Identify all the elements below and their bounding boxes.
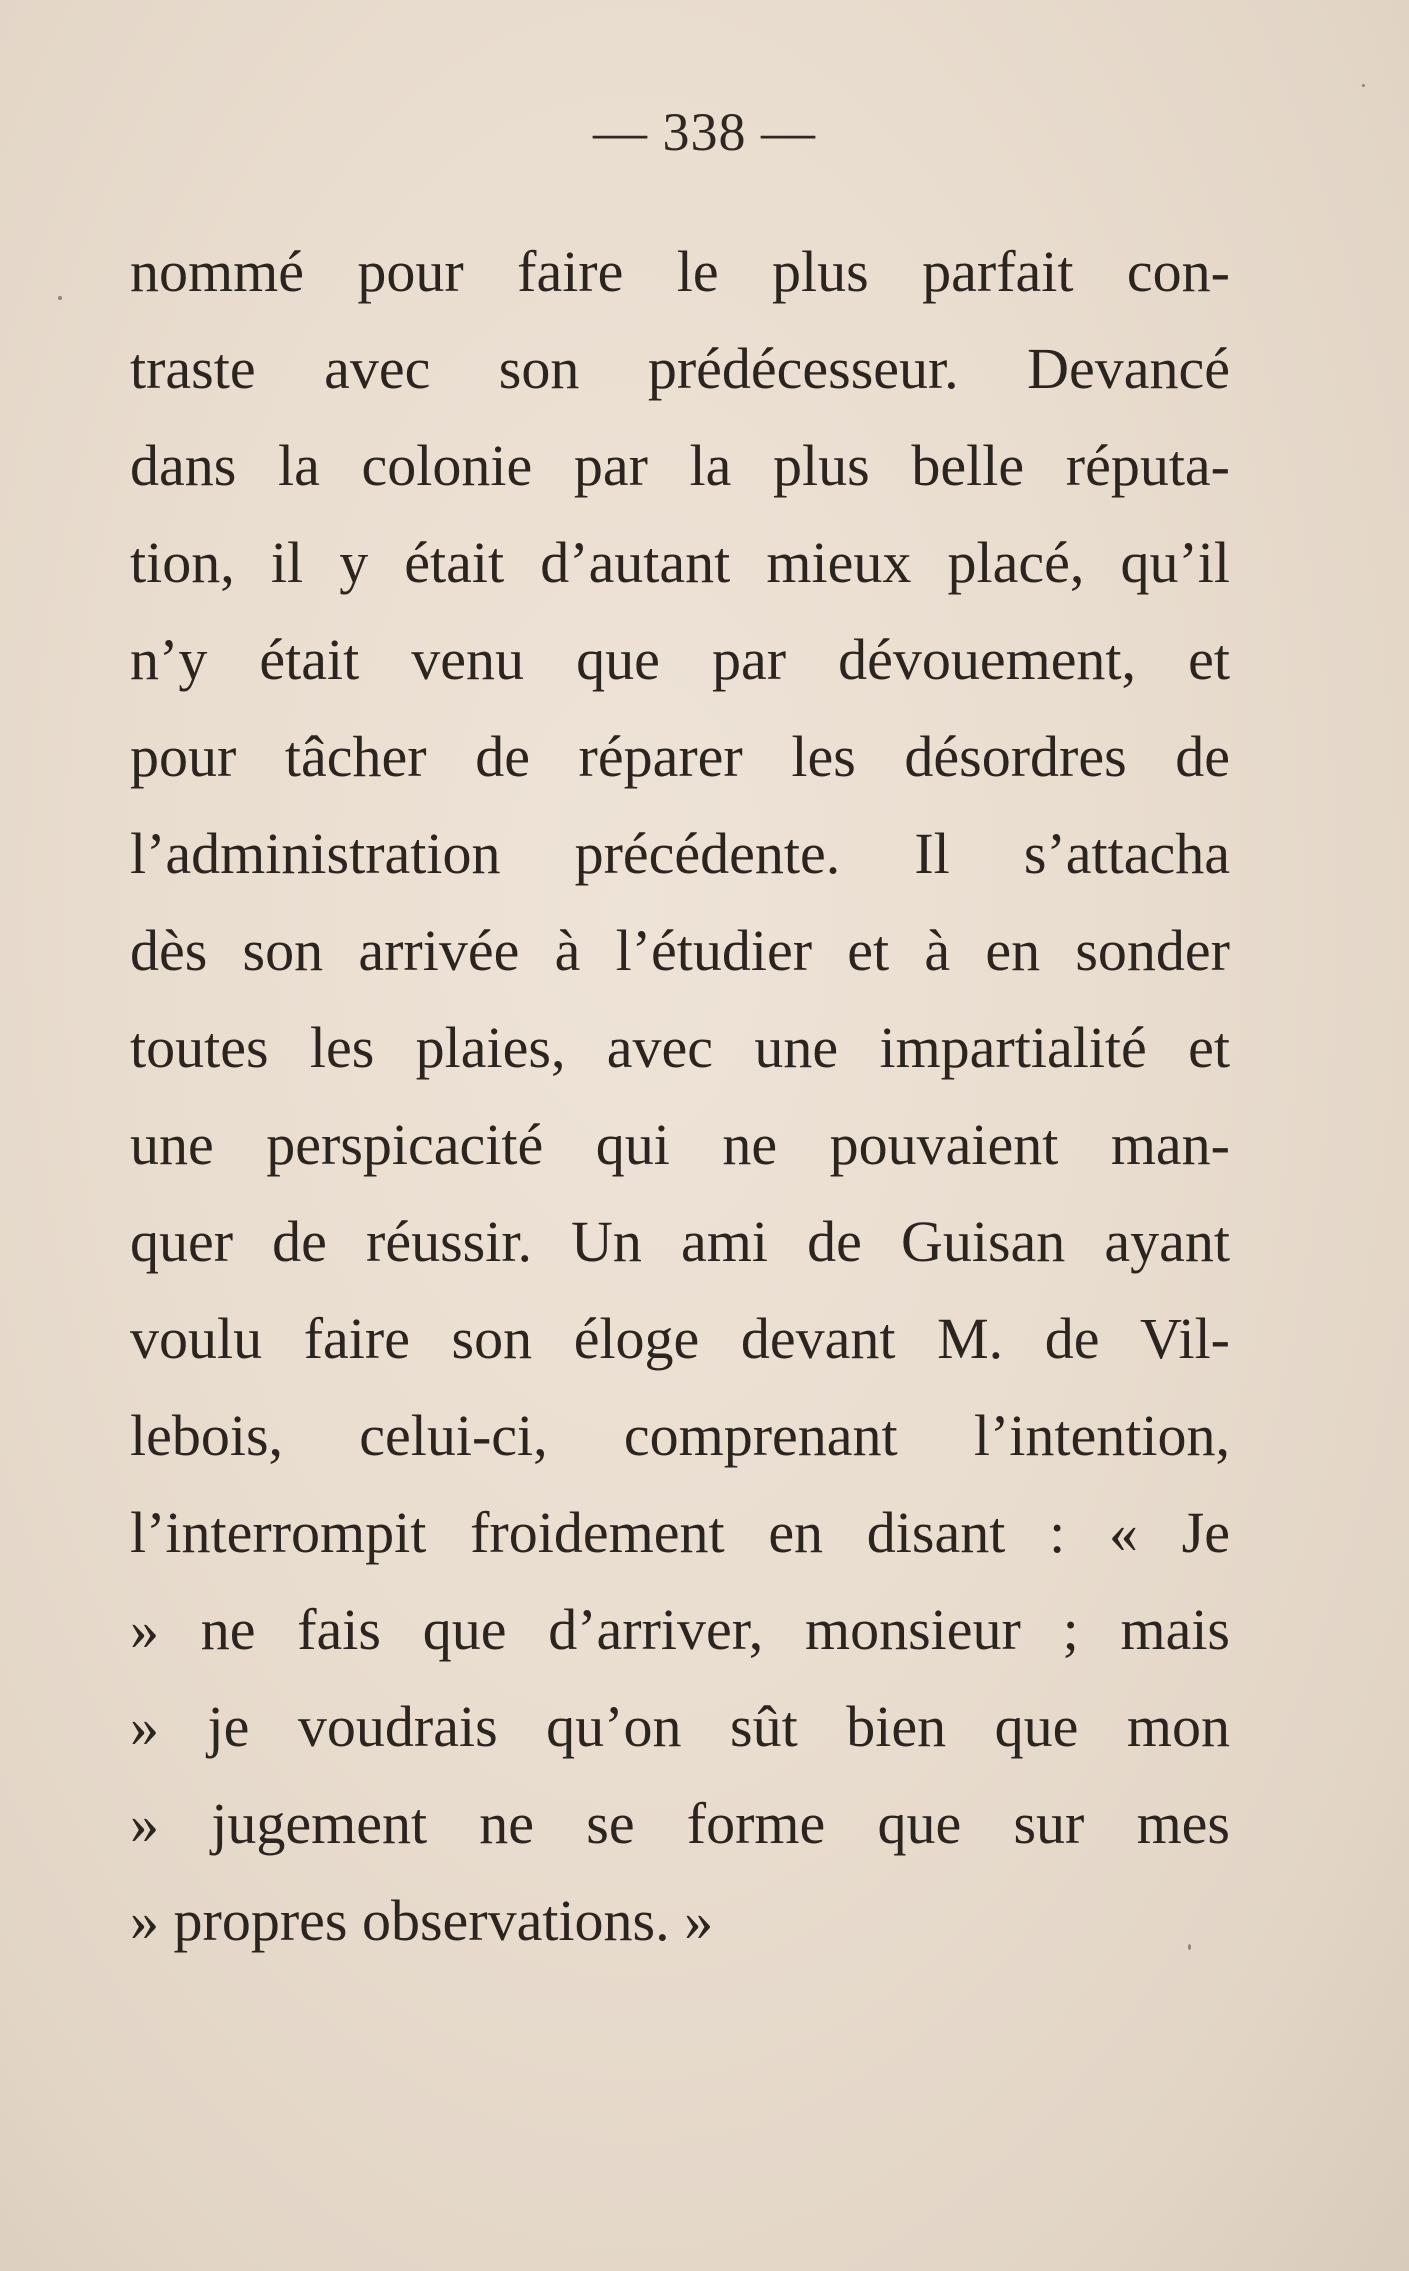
text-line-17: » jugement ne se forme que sur mes: [130, 1791, 1230, 1856]
page-number: — 338 —: [593, 102, 816, 162]
text-line-16: » je voudrais qu’on sût bien que mon: [130, 1694, 1230, 1759]
text-line-9: toutes les plaies, avec une impartialité et: [130, 1015, 1230, 1080]
text-line-7: l’administration précédente. Il s’attacha: [130, 821, 1230, 886]
text-line-4: tion, il y était d’autant mieux placé, qu’il: [130, 530, 1230, 595]
body-text: [130, 223, 1230, 1969]
text-line-14: l’interrompit froidement en disant : « Je: [130, 1500, 1230, 1565]
text-line-8: dès son arrivée à l’étudier et à en sonder: [130, 918, 1230, 983]
text-line-15: » ne fais que d’arriver, monsieur ; mais: [130, 1597, 1230, 1662]
paper-speck: [1362, 84, 1365, 87]
paper-speck: [58, 296, 62, 300]
text-line-1: nommé pour faire le plus parfait con-: [130, 239, 1230, 304]
text-line-10: une perspicacité qui ne pouvaient man-: [130, 1112, 1230, 1177]
text-line-6: pour tâcher de réparer les désordres de: [130, 724, 1230, 789]
paper-speck: [1188, 1944, 1191, 1950]
text-line-13: lebois, celui-ci, comprenant l’intention,: [130, 1403, 1230, 1468]
text-line-11: quer de réussir. Un ami de Guisan ayant: [130, 1209, 1230, 1274]
text-line-5: n’y était venu que par dévouement, et: [130, 627, 1230, 692]
text-line-12: voulu faire son éloge devant M. de Vil-: [130, 1306, 1230, 1371]
text-line-2: traste avec son prédécesseur. Devancé: [130, 336, 1230, 401]
text-line-18: » propres observations. »: [130, 1888, 714, 1953]
text-line-3: dans la colonie par la plus belle réputa-: [130, 433, 1230, 498]
